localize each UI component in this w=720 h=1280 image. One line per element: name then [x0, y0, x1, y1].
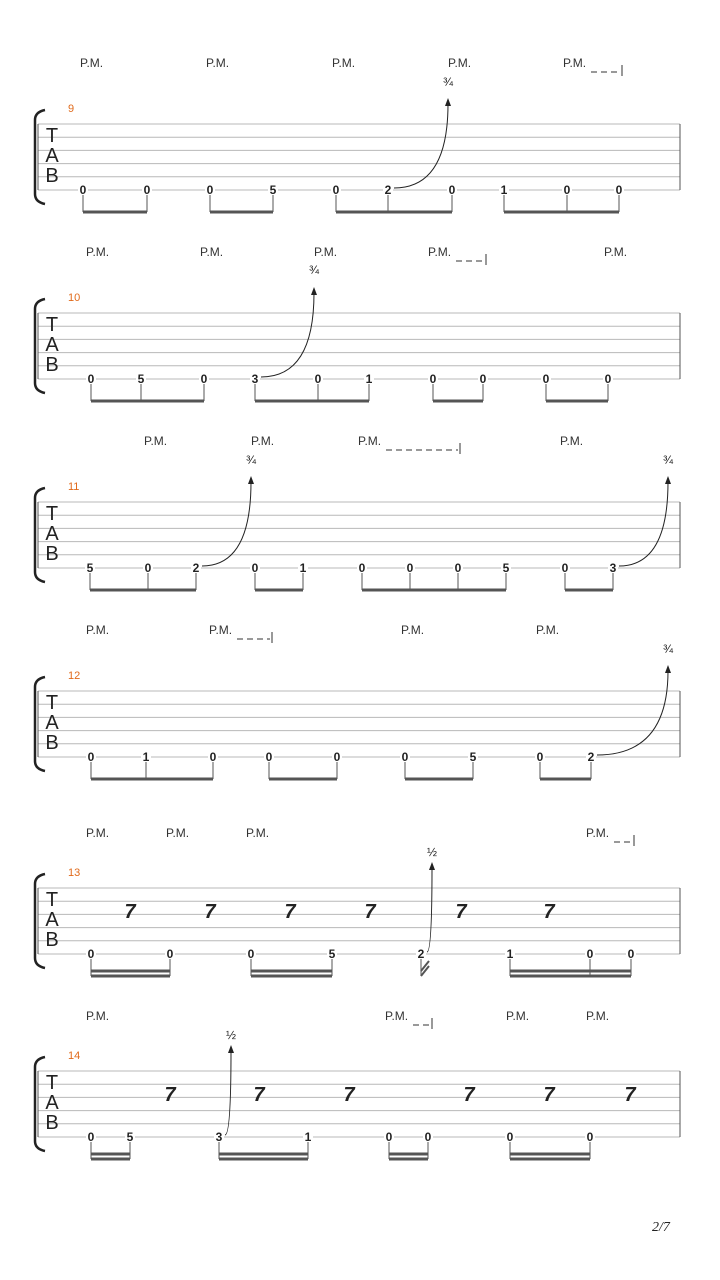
bend-arrowhead: [311, 287, 317, 295]
palm-mute-label: P.M.: [144, 434, 168, 448]
fret-number: 0: [265, 750, 273, 764]
tab-clef-letter: B: [45, 732, 59, 754]
measure-number: 13: [68, 867, 81, 879]
fret-number: 2: [587, 750, 595, 764]
palm-mute-label: P.M.: [428, 245, 452, 259]
tab-clef-letter: T: [45, 692, 59, 714]
fret-number: 0: [87, 750, 95, 764]
bend-curve: [597, 671, 668, 755]
measure-number: 14: [68, 1050, 81, 1062]
fret-number: 0: [333, 750, 341, 764]
fret-number: 1: [506, 947, 514, 961]
fret-number: 0: [143, 183, 151, 197]
tab-clef-letter: A: [45, 334, 59, 356]
tab-clef-letter: T: [45, 503, 59, 525]
measure-number: 9: [68, 103, 75, 115]
tab-clef-letter: B: [45, 165, 59, 187]
palm-mute-label: P.M.: [563, 56, 587, 70]
fret-number: 0: [358, 561, 366, 575]
palm-mute-label: P.M.: [385, 1009, 409, 1023]
tab-clef-letter: T: [45, 889, 59, 911]
fret-number: 1: [500, 183, 508, 197]
bend-arrowhead: [429, 862, 435, 870]
fret-number: 0: [563, 183, 571, 197]
fret-number: 0: [401, 750, 409, 764]
bend-amount: ½: [225, 1028, 237, 1042]
tab-clef-letter: A: [45, 712, 59, 734]
palm-mute-label: P.M.: [246, 826, 270, 840]
fret-number: 0: [448, 183, 456, 197]
fret-number: 5: [126, 1130, 134, 1144]
fret-number: 0: [251, 561, 259, 575]
tab-clef-letter: A: [45, 909, 59, 931]
fret-number: 0: [604, 372, 612, 386]
rest-symbol: 7: [204, 901, 216, 923]
fret-number: 0: [166, 947, 174, 961]
fret-number: 0: [627, 947, 635, 961]
measure-number: 11: [68, 481, 80, 493]
tab-clef-letter: T: [45, 125, 59, 147]
palm-mute-label: P.M.: [166, 826, 190, 840]
tab-clef-letter: B: [45, 354, 59, 376]
bend-curve: [394, 104, 448, 188]
tab-clef-letter: A: [45, 145, 59, 167]
palm-mute-label: P.M.: [314, 245, 338, 259]
measure-number: 10: [68, 292, 81, 304]
bend-curve: [261, 293, 314, 377]
palm-mute-label: P.M.: [86, 623, 110, 637]
palm-mute-label: P.M.: [358, 434, 382, 448]
fret-number: 0: [429, 372, 437, 386]
fret-number: 0: [87, 1130, 95, 1144]
note-flag: [421, 961, 429, 976]
palm-mute-label: P.M.: [604, 245, 628, 259]
fret-number: 0: [542, 372, 550, 386]
palm-mute-label: P.M.: [86, 826, 110, 840]
rest-symbol: 7: [164, 1084, 176, 1106]
fret-number: 3: [215, 1130, 223, 1144]
fret-number: 5: [328, 947, 336, 961]
rest-symbol: 7: [455, 901, 467, 923]
fret-number: 5: [469, 750, 477, 764]
palm-mute-label: P.M.: [200, 245, 224, 259]
rest-symbol: 7: [284, 901, 296, 923]
fret-number: 2: [417, 947, 425, 961]
rest-symbol: 7: [364, 901, 376, 923]
fret-number: 0: [454, 561, 462, 575]
fret-number: 0: [332, 183, 340, 197]
fret-number: 2: [384, 183, 392, 197]
fret-number: 2: [192, 561, 200, 575]
bend-arrowhead: [445, 98, 451, 106]
fret-number: 0: [586, 1130, 594, 1144]
bend-amount: ½: [426, 845, 438, 859]
palm-mute-label: P.M.: [448, 56, 472, 70]
page-number: 2/7: [652, 1220, 670, 1235]
bend-arrowhead: [665, 476, 671, 484]
fret-number: 0: [314, 372, 322, 386]
fret-number: 5: [86, 561, 94, 575]
bend-curve: [619, 482, 668, 566]
bend-curve: [427, 868, 432, 952]
palm-mute-label: P.M.: [332, 56, 356, 70]
fret-number: 1: [299, 561, 307, 575]
measure-number: 12: [68, 670, 81, 682]
fret-number: 0: [406, 561, 414, 575]
fret-number: 0: [87, 947, 95, 961]
fret-number: 0: [247, 947, 255, 961]
fret-number: 0: [206, 183, 214, 197]
fret-number: 1: [365, 372, 373, 386]
rest-symbol: 7: [543, 901, 555, 923]
bend-amount: ¾: [308, 263, 320, 277]
bend-amount: ¾: [662, 642, 674, 656]
fret-number: 0: [209, 750, 217, 764]
rest-symbol: 7: [124, 901, 136, 923]
fret-number: 0: [385, 1130, 393, 1144]
palm-mute-label: P.M.: [86, 245, 110, 259]
tab-clef-letter: T: [45, 1072, 59, 1094]
rest-symbol: 7: [543, 1084, 555, 1106]
fret-number: 3: [251, 372, 259, 386]
fret-number: 3: [609, 561, 617, 575]
rest-symbol: 7: [253, 1084, 265, 1106]
fret-number: 5: [137, 372, 145, 386]
bend-amount: ¾: [662, 453, 674, 467]
fret-number: 1: [304, 1130, 312, 1144]
palm-mute-label: P.M.: [206, 56, 230, 70]
fret-number: 0: [424, 1130, 432, 1144]
fret-number: 0: [506, 1130, 514, 1144]
palm-mute-label: P.M.: [209, 623, 233, 637]
rest-symbol: 7: [343, 1084, 355, 1106]
palm-mute-label: P.M.: [586, 826, 610, 840]
rest-symbol: 7: [463, 1084, 475, 1106]
fret-number: 0: [79, 183, 87, 197]
bend-arrowhead: [665, 665, 671, 673]
tab-clef-letter: A: [45, 1092, 59, 1114]
bend-arrowhead: [228, 1045, 234, 1053]
fret-number: 0: [87, 372, 95, 386]
fret-number: 0: [586, 947, 594, 961]
fret-number: 0: [200, 372, 208, 386]
bend-amount: ¾: [245, 453, 257, 467]
tab-clef-letter: B: [45, 543, 59, 565]
rest-symbol: 7: [624, 1084, 636, 1106]
tab-clef-letter: A: [45, 523, 59, 545]
bend-curve: [202, 482, 251, 566]
fret-number: 5: [269, 183, 277, 197]
palm-mute-label: P.M.: [560, 434, 584, 448]
bend-arrowhead: [248, 476, 254, 484]
palm-mute-label: P.M.: [536, 623, 560, 637]
fret-number: 0: [536, 750, 544, 764]
palm-mute-label: P.M.: [251, 434, 275, 448]
fret-number: 0: [561, 561, 569, 575]
palm-mute-label: P.M.: [80, 56, 104, 70]
fret-number: 1: [142, 750, 150, 764]
palm-mute-label: P.M.: [401, 623, 425, 637]
bend-amount: ¾: [442, 75, 454, 89]
fret-number: 5: [502, 561, 510, 575]
fret-number: 0: [144, 561, 152, 575]
tab-clef-letter: B: [45, 1112, 59, 1134]
tab-clef-letter: T: [45, 314, 59, 336]
palm-mute-label: P.M.: [506, 1009, 530, 1023]
fret-number: 0: [615, 183, 623, 197]
tab-clef-letter: B: [45, 929, 59, 951]
palm-mute-label: P.M.: [586, 1009, 610, 1023]
bend-curve: [225, 1051, 231, 1135]
palm-mute-label: P.M.: [86, 1009, 110, 1023]
fret-number: 0: [479, 372, 487, 386]
